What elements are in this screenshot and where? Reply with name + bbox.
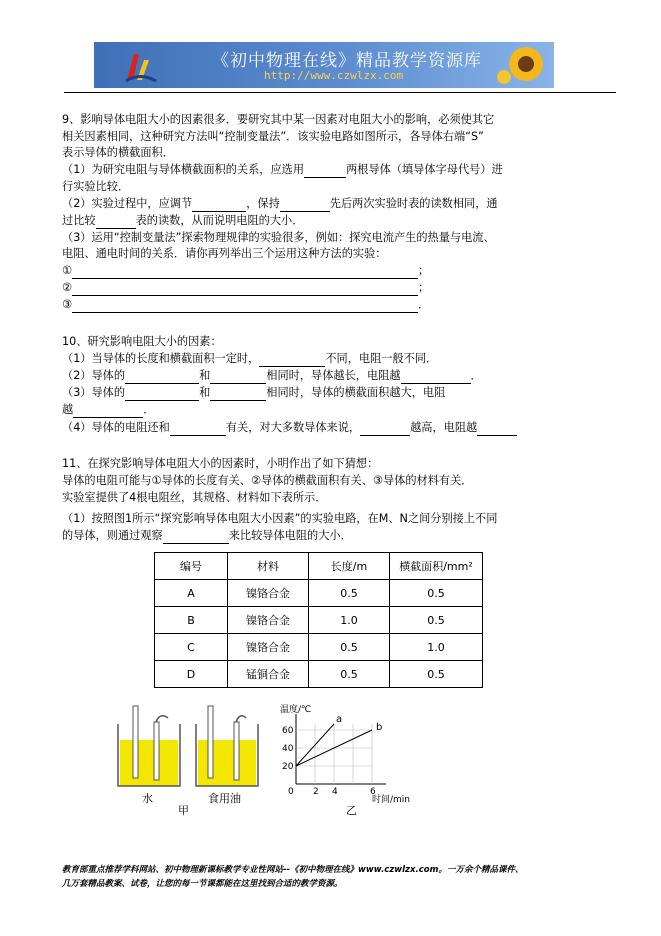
table-header: 横截面积/mm² [390, 553, 483, 580]
blank[interactable] [170, 423, 226, 436]
q10-part3: （3）导体的 和 相同时，导体的横截面积越大，电阻 [62, 386, 446, 399]
q11-title: 11、在探究影响导体电阻大小的因素时，小明作出了如下猜想： [62, 457, 379, 470]
q9-answer-3: ③ ． [62, 298, 430, 311]
q10-part2: （2）导体的 和 相同时，导体越长，电阻越 ． [62, 369, 482, 382]
experiment-figure [110, 700, 440, 822]
footer-line2: 几万套精品教案、试卷，让您的每一节课都能在这里找到合适的教学资源。 [62, 879, 343, 889]
table-cell: D [155, 661, 228, 688]
table-header: 编号 [155, 553, 228, 580]
table-cell: 0.5 [309, 661, 390, 688]
q9-answer-1: ① ； [62, 264, 430, 277]
table-row [155, 661, 483, 688]
q10-part3-cont: 越 ． [62, 403, 155, 416]
site-logo-icon [124, 50, 158, 84]
table-header: 长度/m [309, 553, 390, 580]
resistor-spec-table [154, 552, 483, 688]
blank[interactable] [259, 354, 325, 367]
blank[interactable] [192, 199, 246, 212]
table-cell: 镍铬合金 [228, 607, 309, 634]
blank[interactable] [304, 165, 346, 178]
blank[interactable] [280, 199, 330, 212]
temperature-graph [280, 703, 410, 817]
blank[interactable] [360, 423, 410, 436]
table-cell: 镍铬合金 [228, 634, 309, 661]
answer-line[interactable] [72, 283, 418, 296]
q9-part1-cont: 行实验比较． [62, 180, 130, 193]
origin-label: 0 [288, 787, 294, 797]
blank[interactable] [477, 423, 517, 436]
table-cell: 0.5 [390, 661, 483, 688]
x-tick: 6 [370, 787, 376, 797]
q9-part3-cont: 电阻、通电时间的关系．请你再列举出三个运用这种方法的实验： [62, 247, 387, 260]
beaker-water [118, 706, 180, 786]
header-url[interactable]: http://www.czwlzx.com [264, 69, 404, 82]
blank[interactable] [210, 371, 266, 384]
answer-line[interactable] [72, 266, 418, 279]
q9-line2: 相关因素相同，这种研究方法叫“控制变量法”．该实验电路如图所示，各导体右端“S” [62, 130, 484, 143]
answer-line[interactable] [72, 300, 418, 313]
table-cell: 0.5 [309, 634, 390, 661]
q9-part1: （1）为研究电阻与导体横截面积的关系，应选用 两根导体（填导体字母代号）进 [62, 163, 503, 176]
blank[interactable] [163, 531, 229, 544]
table-row [155, 607, 483, 634]
table-cell: 1.0 [390, 634, 483, 661]
q10-title: 10、研究影响电阻大小的因素： [62, 335, 222, 348]
y-tick: 60 [282, 726, 294, 736]
header-divider [64, 92, 616, 93]
table-cell: 镍铬合金 [228, 580, 309, 607]
q9-answer-2: ② ； [62, 281, 430, 294]
line-b-label: b [376, 722, 383, 733]
footer-line1: 教育部重点推荐学科网站、初中物理新课标教学专业性网站--《初中物理在线》www.czwlzx.com。一万余个精品课件、 [62, 865, 524, 875]
table-header: 材料 [228, 553, 309, 580]
q9-line1: 9、影响导体电阻大小的因素很多．要研究其中某一因素对电阻大小的影响，必须使其它 [62, 113, 495, 126]
table-header-row [155, 553, 483, 580]
header-title: 《初中物理在线》精品教学资源库 [212, 51, 482, 71]
label-water: 水 [142, 792, 153, 805]
label-yi: 乙 [346, 804, 357, 817]
table-row [155, 580, 483, 607]
label-jia: 甲 [178, 804, 189, 817]
q11-part1: （1）按照图1所示“探究影响导体电阻大小因素”的实验电路，在M、N之间分别接上不同 [62, 512, 498, 525]
y-axis-label: 温度/℃ [280, 705, 312, 715]
table-cell: 0.5 [390, 607, 483, 634]
x-tick: 4 [332, 787, 338, 797]
y-tick: 40 [282, 744, 294, 754]
blank[interactable] [96, 216, 136, 229]
q10-part4: （4）导体的电阻还和 有关，对大多数导体来说， 越高，电阻越 [62, 420, 517, 436]
blank[interactable] [125, 371, 199, 384]
q9-part2: （2）实验过程中，应调节 ，保持 先后两次实验时表的读数相同，通 [62, 197, 498, 210]
blank[interactable] [125, 388, 199, 401]
line-a-label: a [336, 714, 343, 725]
table-cell: B [155, 607, 228, 634]
q10-part1: （1）当导体的长度和横截面积一定时， 不同，电阻一般不同． [62, 352, 438, 365]
q11-line3: 实验室提供了4根电阻丝，其规格、材料如下表所示． [62, 491, 327, 504]
header-banner [94, 42, 554, 88]
table-cell: A [155, 580, 228, 607]
q9-part3: （3）运用“控制变量法”探索物理规律的实验很多，例如：探究电流产生的热量与电流、 [62, 231, 495, 244]
x-tick: 2 [313, 787, 319, 797]
beaker-oil [196, 706, 258, 786]
table-row [155, 634, 483, 661]
q9-line3: 表示导体的横截面积． [62, 146, 174, 159]
table-cell: 锰铜合金 [228, 661, 309, 688]
y-tick: 20 [282, 762, 294, 772]
x-axis-label: 时间/min [372, 795, 411, 805]
table-cell: 0.5 [309, 580, 390, 607]
table-cell: 0.5 [390, 580, 483, 607]
blank[interactable] [73, 405, 143, 418]
blank[interactable] [210, 388, 266, 401]
table-cell: C [155, 634, 228, 661]
q11-part1-cont: 的导体，则通过观察 来比较导体电阻的大小． [62, 529, 352, 542]
q11-line2: 导体的电阻可能与①导体的长度有关、②导体的横截面积有关、③导体的材料有关． [62, 474, 473, 487]
blank[interactable] [401, 371, 471, 384]
q9-part2-cont: 过比较 表的读数，从而说明电阻的大小． [62, 214, 304, 227]
sunflower-icon [496, 44, 548, 86]
table-cell: 1.0 [309, 607, 390, 634]
label-oil: 食用油 [208, 792, 241, 805]
